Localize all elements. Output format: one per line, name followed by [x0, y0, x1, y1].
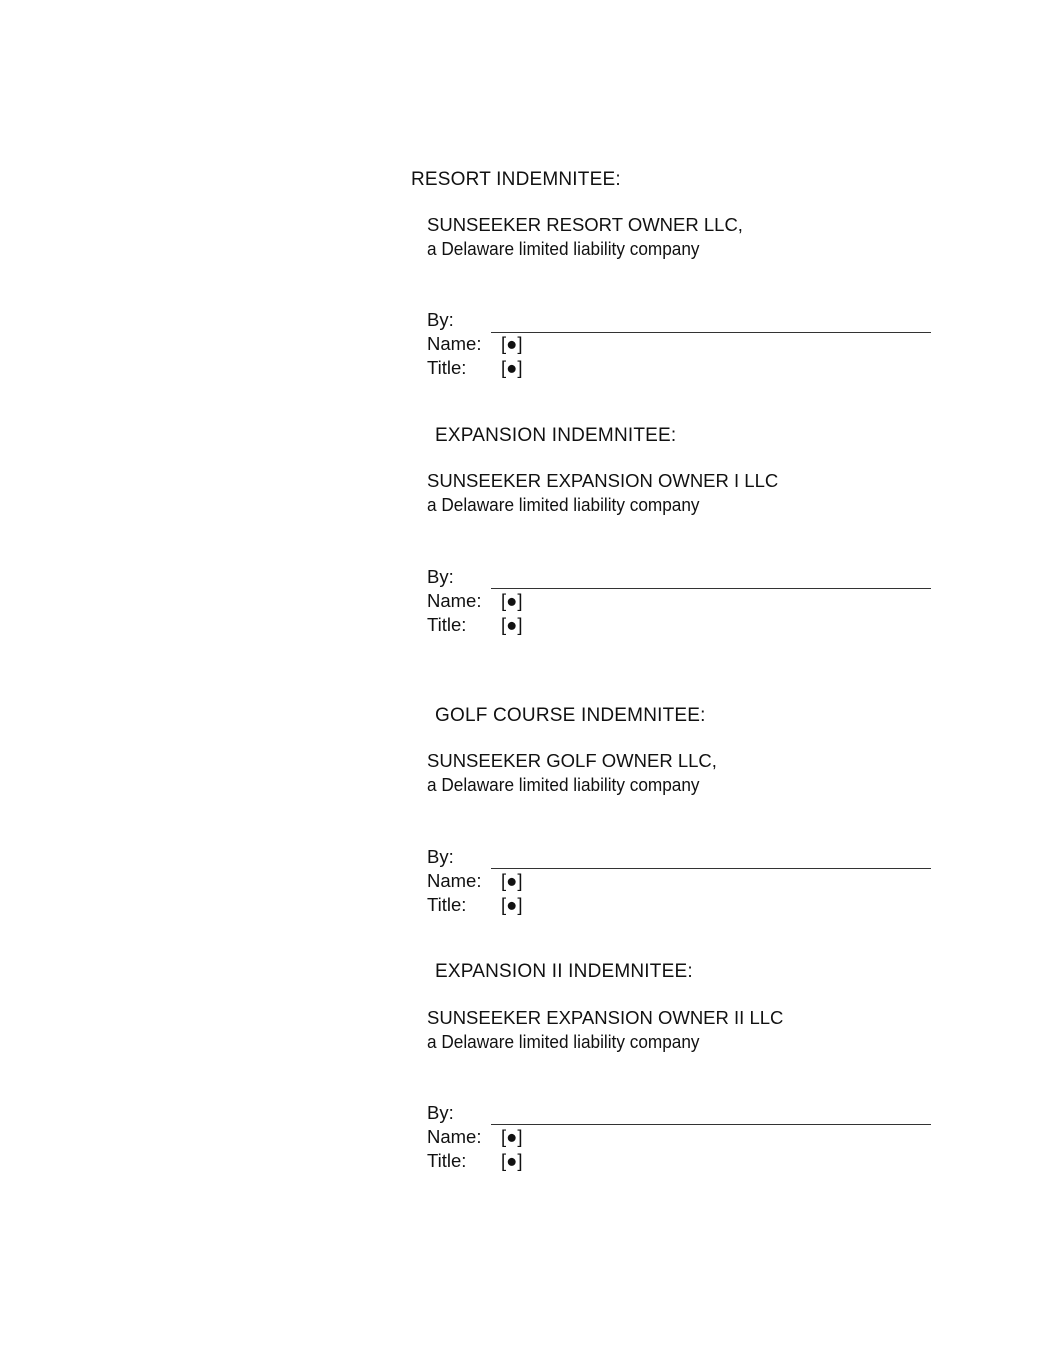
signature-line	[491, 1124, 931, 1125]
expansion-signature-block	[427, 565, 522, 637]
name-value: [●]	[501, 333, 523, 354]
entity-name: SUNSEEKER EXPANSION OWNER I LLC	[427, 470, 779, 491]
resort-indemnitee-heading: RESORT INDEMNITEE:	[411, 169, 621, 190]
name-value: [●]	[501, 590, 523, 611]
by-label: By:	[427, 566, 454, 587]
golf-entity	[427, 749, 720, 797]
entity-name: SUNSEEKER GOLF OWNER LLC,	[427, 750, 717, 771]
title-label: Title:	[427, 357, 467, 378]
entity-name: SUNSEEKER EXPANSION OWNER II LLC	[427, 1007, 784, 1028]
name-label: Name:	[427, 1126, 482, 1147]
entity-description: a Delaware limited liability company	[427, 774, 700, 795]
expansion-indemnitee-heading: EXPANSION INDEMNITEE:	[435, 425, 677, 446]
expansion-ii-entity	[427, 1006, 783, 1054]
signature-line	[491, 588, 931, 589]
name-label: Name:	[427, 333, 482, 354]
expansion-ii-indemnitee-heading: EXPANSION II INDEMNITEE:	[435, 961, 693, 982]
title-value: [●]	[501, 357, 523, 378]
resort-signature-block	[427, 308, 522, 380]
golf-course-indemnitee-heading: GOLF COURSE INDEMNITEE:	[435, 705, 706, 726]
title-value: [●]	[501, 614, 523, 635]
entity-description: a Delaware limited liability company	[427, 238, 700, 259]
by-label: By:	[427, 1102, 454, 1123]
by-label: By:	[427, 309, 454, 330]
expansion-entity	[427, 469, 778, 517]
name-label: Name:	[427, 870, 482, 891]
name-label: Name:	[427, 590, 482, 611]
by-label: By:	[427, 846, 454, 867]
entity-name: SUNSEEKER RESORT OWNER LLC,	[427, 214, 743, 235]
name-value: [●]	[501, 1126, 523, 1147]
title-value: [●]	[501, 894, 523, 915]
entity-description: a Delaware limited liability company	[427, 494, 700, 515]
title-label: Title:	[427, 614, 467, 635]
resort-entity	[427, 213, 743, 261]
signature-line	[491, 868, 931, 869]
title-label: Title:	[427, 1150, 467, 1171]
expansion-ii-signature-block	[427, 1101, 522, 1173]
golf-signature-block	[427, 845, 522, 917]
title-value: [●]	[501, 1150, 523, 1171]
title-label: Title:	[427, 894, 467, 915]
name-value: [●]	[501, 870, 523, 891]
signature-line	[491, 332, 931, 333]
entity-description: a Delaware limited liability company	[427, 1031, 700, 1052]
